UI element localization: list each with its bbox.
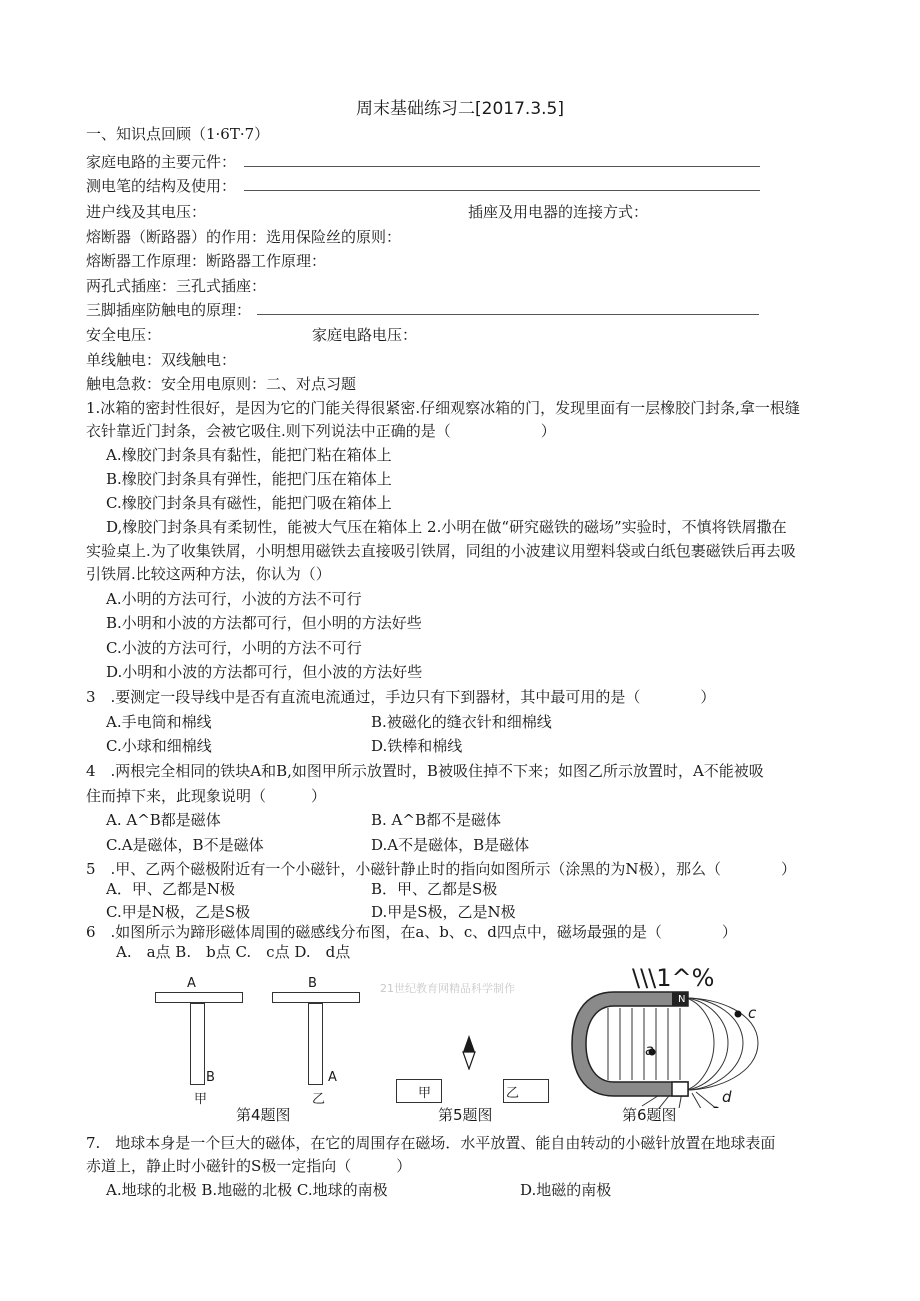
label-a: A [328,1070,337,1085]
question-stem: 实验桌上.为了收集铁屑，小明想用磁铁去直接吸引铁屑，同组的小波建议用塑料袋或白纸包裹磁铁后再去吸 [86,542,796,560]
label-yi: 乙 [506,1086,520,1101]
review-line: 熔断器（断路器）的作用：选用保险丝的原则： [86,228,402,246]
option: B.小明和小波的方法都可行，但小明的方法好些 [106,614,422,632]
question-stem: 5 .甲、乙两个磁极附近有一个小磁针，小磁针静止时的指向如图所示（涂黑的为N极），那么（ ） [86,860,796,878]
question-stem: 3 .要测定一段导线中是否有直流电流通过，手边只有下到器材，其中最可用的是（ ） [86,688,716,706]
iron-block-a-vertical [308,1003,323,1085]
label-jia: 甲 [418,1086,432,1101]
blank-line [257,300,759,315]
review-line [86,152,760,172]
question-stem: 4 .两根完全相同的铁块A和B,如图甲所示放置时，B被吸住掉不下来；如图乙所示放置时，A不能被吸 [86,762,764,780]
review-line: 家庭电路电压： [312,326,418,344]
option: D,橡胶门封条具有柔韧性，能被大气压在箱体上 2.小明在做“研究磁铁的磁场”实验时，不慎将铁屑撒在 [106,518,787,536]
option: A．甲、乙都是N极 [106,880,235,898]
label-jia: 甲 [194,1092,208,1107]
watermark: 21世纪教育网精品科学制作 [380,982,515,995]
option: B.橡胶门封条具有弹性，能把门压在箱体上 [106,470,392,488]
option: C.甲是N极，乙是S极 [106,903,251,921]
option: A.橡胶门封条具有黏性，能把门粘在箱体上 [106,446,392,464]
option: C.A是磁体，B不是磁体 [106,836,264,854]
option: D.地磁的南极 [520,1181,612,1199]
figure-caption: 第5题图 [438,1106,493,1124]
review-line: 两孔式插座：三孔式插座： [86,277,267,295]
label-b: B [206,1070,215,1085]
option: D.甲是S极，乙是N极 [371,903,516,921]
point-label-c: c [748,1004,757,1022]
review-line: 单线触电：双线触电： [86,351,237,369]
question-stem: 1.冰箱的密封性很好，是因为它的门能关得很紧密.仔细观察冰箱的门，发现里面有一层橡胶门封条,拿一根缝 [86,399,800,417]
option: A. a点 B. b点 C. c点 D. d点 [116,943,351,961]
review-line: 触电急救：安全用电原则：二、对点习题 [86,375,357,393]
review-line: 安全电压： [86,326,162,344]
option: B. A^B都不是磁体 [371,811,501,829]
review-line [86,300,759,320]
page-title: 周末基础练习二[2017.3.5] [356,99,564,119]
iron-block-b-vertical [190,1003,205,1085]
label-a: A [187,976,196,991]
blank-line [244,152,760,167]
option: A.小明的方法可行，小波的方法不可行 [106,590,362,608]
question-stem: 赤道上，静止时小磁针的S极一定指向（ ） [86,1157,412,1175]
option: C.小波的方法可行，小明的方法不可行 [106,639,362,657]
label-yi: 乙 [312,1092,326,1107]
review-line: 插座及用电器的连接方式： [468,203,649,221]
option: B．甲、乙都是S极 [371,880,498,898]
review-label: 三脚插座防触电的原理： [86,301,252,319]
question-stem: 住而掉下来，此现象说明（ ） [86,787,327,805]
section-heading: 一、知识点回顾（1·6T·7） [86,125,270,143]
question-stem: 7. 地球本身是一个巨大的磁体，在它的周围存在磁场．水平放置、能自由转动的小磁针放置在地球表面 [86,1134,776,1152]
point-label-d: d [722,1088,732,1106]
figure-caption: 第6题图 [622,1106,677,1124]
question-stem: 引铁屑.比较这两种方法，你认为（） [86,565,331,583]
blank-line [244,176,760,191]
question-stem: 衣针靠近门封条，会被它吸住.则下列说法中正确的是（ ） [86,422,556,440]
pole-label-n: N [678,994,686,1005]
option: D.A不是磁体，B是磁体 [371,836,530,854]
option: A.地球的北极 B.地磁的北极 C.地球的南极 [106,1181,388,1199]
option: A.手电筒和棉线 [106,713,212,731]
compass-needle-icon [462,1034,476,1070]
option: A. A^B都是磁体 [106,811,221,829]
review-line: 进户线及其电压： [86,203,207,221]
option: C.小球和细棉线 [106,737,212,755]
option: B.被磁化的缝衣针和细棉线 [371,713,552,731]
question-stem: 6 .如图所示为蹄形磁体周围的磁感线分布图，在a、b、c、d四点中，磁场最强的是（ ） [86,923,737,941]
iron-block-a-horizontal [155,992,243,1003]
point-label-a: a [645,1041,655,1059]
handwritten-mark: \\\1^% [632,964,715,992]
review-line [86,176,760,196]
option: C.橡胶门封条具有磁性，能把门吸在箱体上 [106,494,392,512]
figure-caption: 第4题图 [236,1106,291,1124]
label-b: B [308,976,317,991]
review-label: 家庭电路的主要元件： [86,153,237,171]
iron-block-b-horizontal [272,992,360,1003]
option: D.小明和小波的方法都可行，但小波的方法好些 [106,663,423,681]
option: D.铁棒和棉线 [371,737,463,755]
review-line: 熔断器工作原理：断路器工作原理： [86,252,327,270]
review-label: 测电笔的结构及使用： [86,177,237,195]
